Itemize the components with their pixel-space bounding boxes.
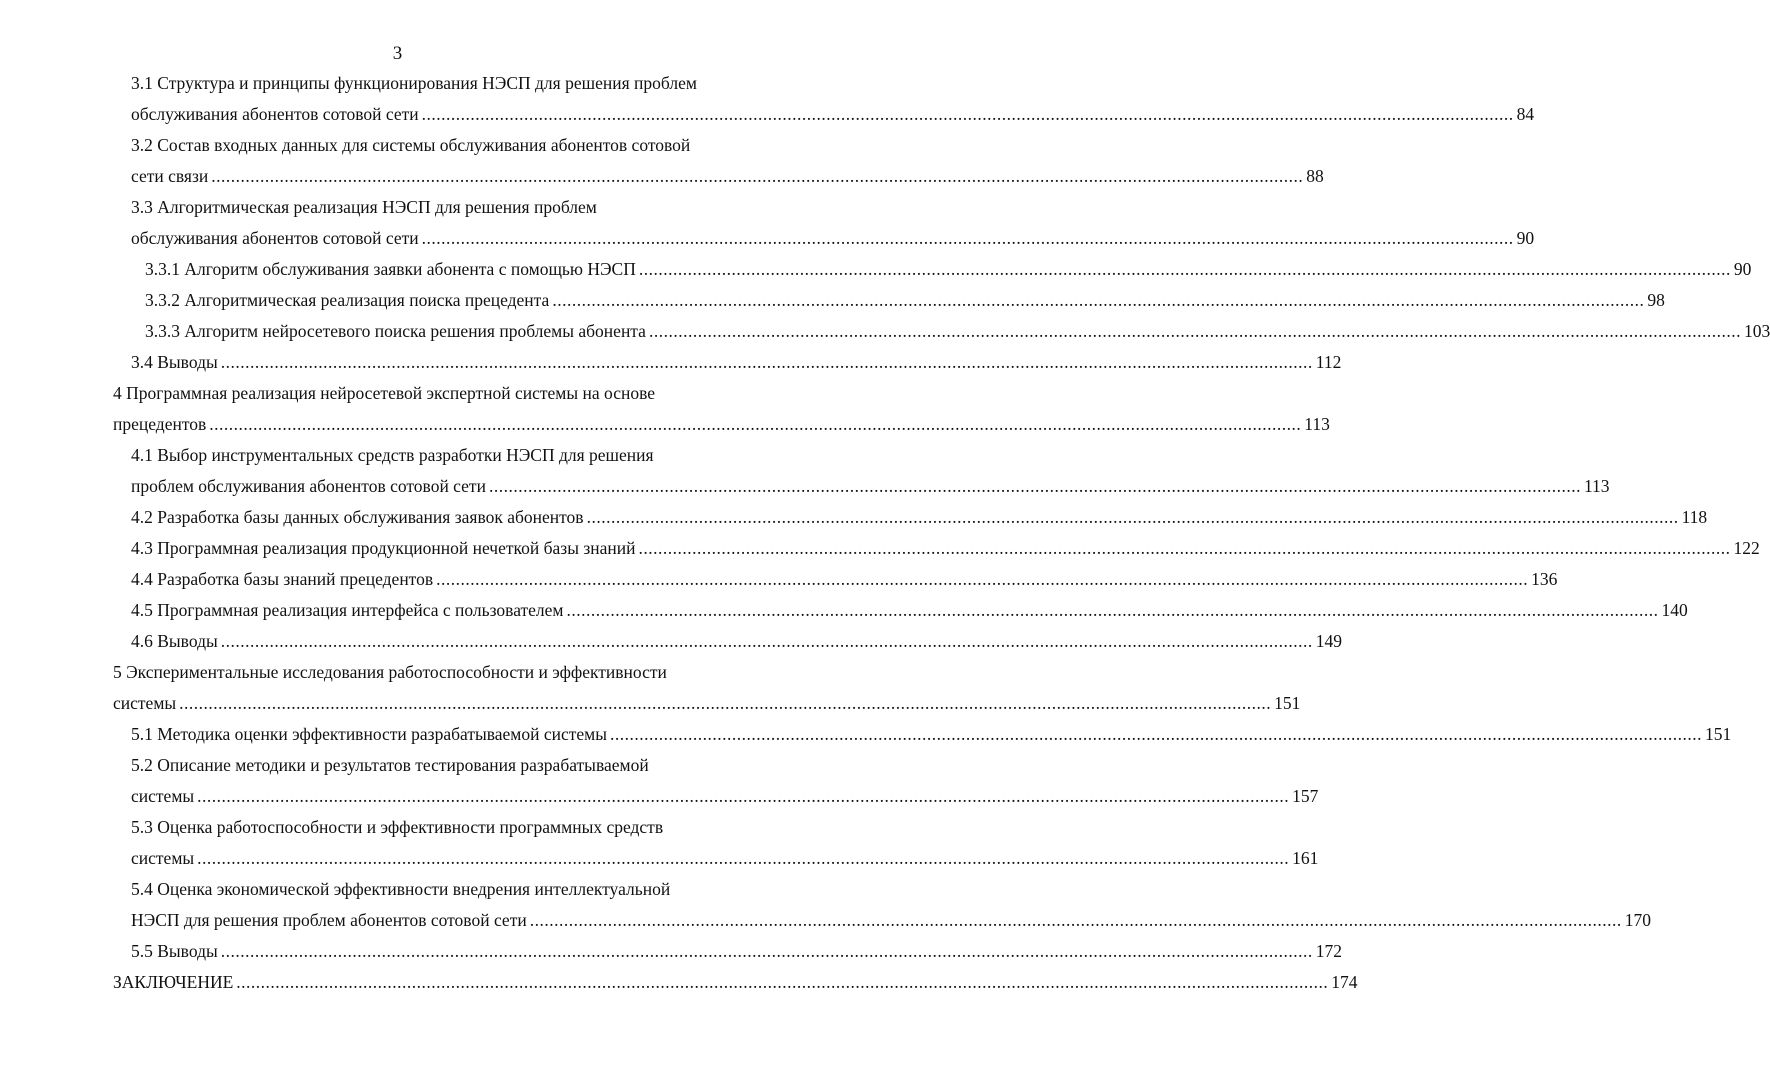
toc-entry-3-1-line2 [131,99,1535,130]
toc-entry-title: 5 Экспериментальные исследования работоспособности и эффективности [113,662,667,682]
toc-entry-3-3-line1 [131,192,733,223]
toc-entry-4-line2 [113,409,1330,440]
toc-entry-title: 3.3.1 Алгоритм обслуживания заявки абонента с помощью НЭСП [145,259,636,279]
page-number: 3 [392,43,403,64]
toc-entry-3-3-line2 [131,223,1535,254]
leader-dots [197,843,1289,874]
toc-entry-5-5 [131,936,1342,967]
leader-dots [209,409,1301,440]
leader-dots [530,905,1622,936]
toc-entry-3-3-2 [145,285,1665,316]
toc-entry-5-3-line1 [131,812,733,843]
toc-entry-4-line1 [113,378,733,409]
toc-page-number: 90 [1516,228,1535,248]
toc-page-number: 90 [1733,259,1752,279]
toc-entry-title: 4.5 Программная реализация интерфейса с пользователем [131,600,564,620]
leader-dots [567,595,1659,626]
toc-page-number: 172 [1315,941,1342,961]
toc-entry-3-1-line1 [131,68,739,99]
toc-entry-3-3-3 [145,316,1770,347]
toc-page-number: 98 [1647,290,1665,310]
toc-entry-3-4 [131,347,1342,378]
toc-entry-title: 4.1 Выбор инструментальных средств разработки НЭСП для решения [131,445,654,465]
toc-entry-title: ЗАКЛЮЧЕНИЕ [113,972,234,992]
toc-entry-title: 3.3.2 Алгоритмическая реализация поиска прецедента [145,290,550,310]
toc-entry-title-cont: сети связи [131,166,209,186]
toc-entry-title: 4.3 Программная реализация продукционной нечеткой базы знаний [131,538,636,558]
toc-page-number: 103 [1743,321,1770,341]
toc-entry-title: 5.3 Оценка работоспособности и эффективности программных средств [131,817,664,837]
toc-entry-4-6 [131,626,1342,657]
leader-dots [436,564,1528,595]
leader-dots [197,781,1289,812]
toc-entry-5-line2 [113,688,1301,719]
toc-page-number: 84 [1516,104,1535,124]
toc-entry-title: 5.4 Оценка экономической эффективности внедрения интеллектуальной [131,879,671,899]
toc-page-number: 161 [1292,848,1319,868]
leader-dots [638,533,1730,564]
toc-page-number: 113 [1583,476,1610,496]
toc-entry-title: 3.4 Выводы [131,352,218,372]
toc-page-number: 149 [1315,631,1342,651]
toc-entry-title: 3.3 Алгоритмическая реализация НЭСП для решения проблем [131,197,597,217]
toc-entry-title: 5.2 Описание методики и результатов тестирования разрабатываемой [131,755,649,775]
leader-dots [422,99,1514,130]
toc-entry-title-cont: проблем обслуживания абонентов сотовой сети [131,476,486,496]
toc-page-number: 151 [1274,693,1301,713]
toc-entry-title-cont: обслуживания абонентов сотовой сети [131,104,419,124]
toc-entry-title-cont: НЭСП для решения проблем абонентов сотовой сети [131,910,527,930]
toc-page-number: 170 [1624,910,1651,930]
toc-entry-title: 4 Программная реализация нейросетевой экспертной системы на основе [113,383,656,403]
toc-entry-5-3-line2 [131,843,1319,874]
toc-entry-title: 3.1 Структура и принципы функционирования НЭСП для решения проблем [131,73,697,93]
toc-page-number: 88 [1306,166,1324,186]
toc-entry-4-4 [131,564,1558,595]
toc-entry-title: 3.2 Состав входных данных для системы обслуживания абонентов сотовой [131,135,691,155]
toc-entry-5-4-line2 [131,905,1651,936]
toc-entry-title: 5.1 Методика оценки эффективности разрабатываемой системы [131,724,608,744]
toc-entry-3-3-1 [145,254,1752,285]
toc-entry-5-2-line2 [131,781,1319,812]
toc-page-number: 136 [1531,569,1558,589]
leader-dots [649,316,1741,347]
leader-dots [610,719,1702,750]
toc-entry-5-line1 [113,657,733,688]
toc-entry-title: 5.5 Выводы [131,941,218,961]
toc-entry-title: 4.4 Разработка базы знаний прецедентов [131,569,434,589]
toc-page-number: 112 [1315,352,1342,372]
toc-page-number: 122 [1733,538,1760,558]
leader-dots [639,254,1731,285]
leader-dots [179,688,1271,719]
toc-entry-4-1-line1 [131,440,733,471]
leader-dots [552,285,1644,316]
toc-entry-3-2-line2 [131,161,1324,192]
leader-dots [221,626,1313,657]
toc-entry-title-cont: системы [131,786,195,806]
toc-entry-title: 4.6 Выводы [131,631,218,651]
leader-dots [221,936,1313,967]
toc-entry-title-cont: системы [131,848,195,868]
toc-entry-title-cont: системы [113,693,177,713]
toc-entry-title-cont: обслуживания абонентов сотовой сети [131,228,419,248]
leader-dots [489,471,1581,502]
leader-dots [211,161,1303,192]
toc-entry-3-2-line1 [131,130,733,161]
toc-entry-5-4-line1 [131,874,733,905]
toc-entry-title-cont: прецедентов [113,414,207,434]
toc-entry-title: 3.3.3 Алгоритм нейросетевого поиска решения проблемы абонента [145,321,646,341]
toc-entry-4-5 [131,595,1688,626]
toc-entry-5-1 [131,719,1732,750]
toc-entry-4-3 [131,533,1760,564]
toc-entry-5-2-line1 [131,750,733,781]
toc-page-number: 118 [1681,507,1708,527]
toc-entry-title: 4.2 Разработка базы данных обслуживания заявок абонентов [131,507,584,527]
toc-page-number: 174 [1331,972,1358,992]
toc-entry-4-1-line2 [131,471,1610,502]
toc-page-number: 157 [1292,786,1319,806]
toc-page-number: 151 [1705,724,1732,744]
leader-dots [422,223,1514,254]
toc-page-number: 140 [1661,600,1688,620]
toc-entry-conclusion [113,967,1358,998]
leader-dots [236,967,1328,998]
leader-dots [587,502,1679,533]
toc-entry-4-2 [131,502,1708,533]
leader-dots [221,347,1313,378]
table-of-contents [0,68,1770,1008]
toc-page-number: 113 [1304,414,1330,434]
